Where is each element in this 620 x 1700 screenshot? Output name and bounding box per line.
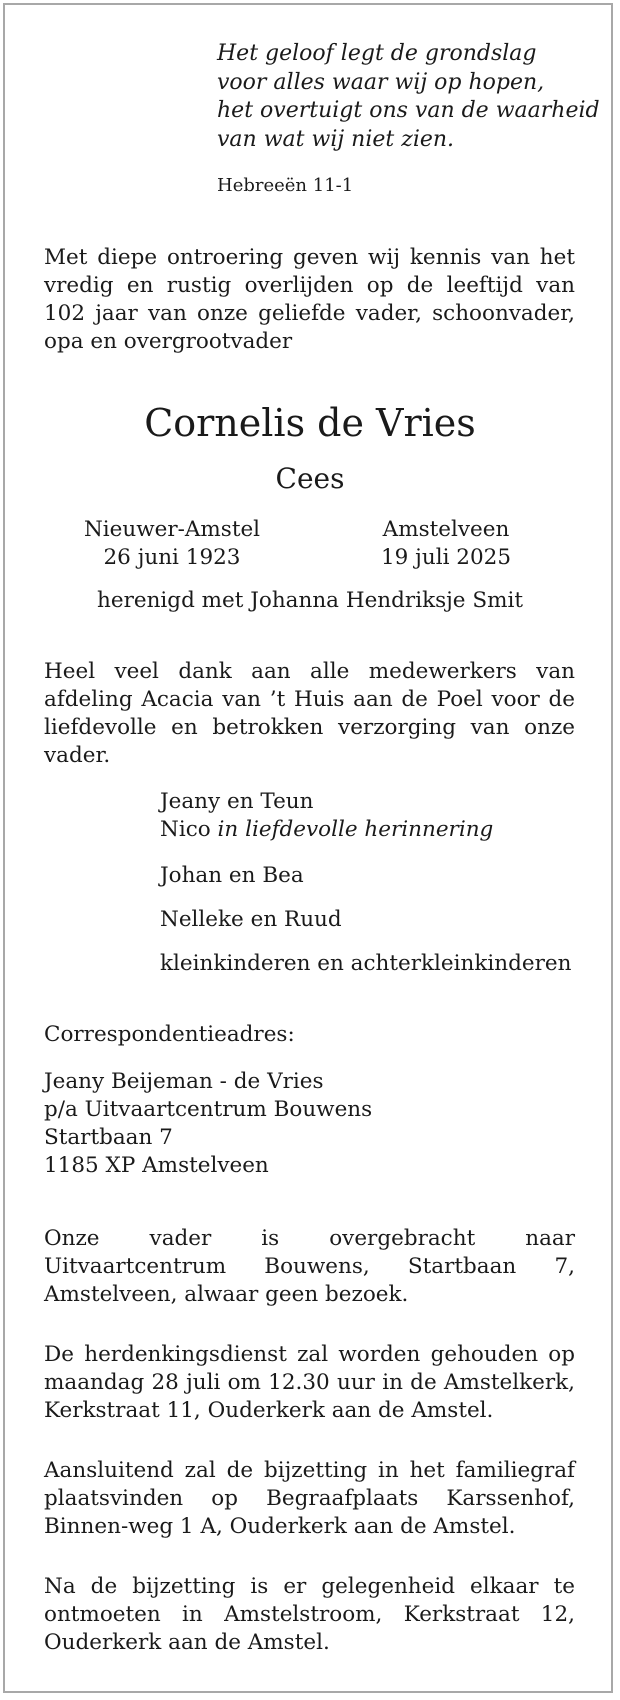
burial-notice: Aansluitend zal de bijzetting in het familiegraf plaatsvinden op Begraafplaats Karssenhof, Binnen-weg 1 A, Ouderkerk aan de Amstel. — [44, 1458, 575, 1539]
family-member: Jeany en Teun — [160, 789, 314, 814]
correspondence-heading: Correspondentieadres: — [44, 1022, 295, 1047]
service-notice: De herdenkingsdienst zal worden gehouden op maandag 28 juli om 12.30 uur in de Amstelkerk, Kerkstraat 11, Ouderkerk aan de Amstel. — [44, 1342, 575, 1423]
family-member-name: Nico — [160, 817, 211, 842]
address-line: p/a Uitvaartcentrum Bouwens — [44, 1097, 373, 1122]
address-line: Startbaan 7 — [44, 1125, 173, 1150]
family-member: Nelleke en Ruud — [160, 907, 342, 932]
correspondence-address — [44, 1068, 372, 1180]
transfer-notice: Onze vader is overgebracht naar Uitvaartcentrum Bouwens, Startbaan 7, Amstelveen, alwaar geen bezoek. — [44, 1226, 575, 1307]
verse-line: van wat wij niet zien. — [217, 126, 455, 152]
address-line: 1185 XP Amstelveen — [44, 1153, 269, 1178]
verse-reference: Hebreeën 11-1 — [217, 175, 354, 196]
verse-line: voor alles waar wij op hopen, — [217, 69, 545, 95]
memorial-note: in liefdevolle herinnering — [217, 817, 494, 842]
thanks-text: Heel veel dank aan alle medewerkers van afdeling Acacia van ’t Huis aan de Poel voor de liefdevolle en betrokken verzorging van onze vader. — [44, 659, 575, 768]
bible-verse — [217, 40, 600, 154]
deceased-nickname: Cees — [275, 462, 345, 495]
address-line: Jeany Beijeman - de Vries — [44, 1069, 324, 1094]
verse-line: het overtuigt ons van de waarheid — [217, 98, 600, 123]
death-date: 19 juli 2025 — [380, 545, 511, 570]
birth-place: Nieuwer-Amstel — [83, 517, 261, 542]
death-info — [316, 516, 576, 572]
family-member-nico — [160, 816, 493, 844]
family-line — [160, 788, 493, 844]
deceased-name: Cornelis de Vries — [144, 401, 476, 445]
verse-line: Het geloof legt de grondslag — [217, 41, 537, 66]
reunited-text: herenigd met Johanna Hendriksje Smit — [97, 588, 523, 613]
death-place: Amstelveen — [382, 517, 510, 542]
birth-date: 26 juni 1923 — [103, 545, 241, 570]
family-member: kleinkinderen en achterkleinkinderen — [160, 951, 572, 976]
announcement-text: Met diepe ontroering geven wij kennis van het vredig en rustig overlijden op de leeftijd van 102 jaar van onze geliefde vader, schoonvader, opa en overgrootvader — [44, 245, 575, 354]
birth-info — [42, 516, 302, 572]
gathering-notice: Na de bijzetting is er gelegenheid elkaar te ontmoeten in Amstelstroom, Kerkstraat 12, Ouderkerk aan de Amstel. — [44, 1574, 575, 1655]
family-member: Johan en Bea — [160, 863, 304, 888]
